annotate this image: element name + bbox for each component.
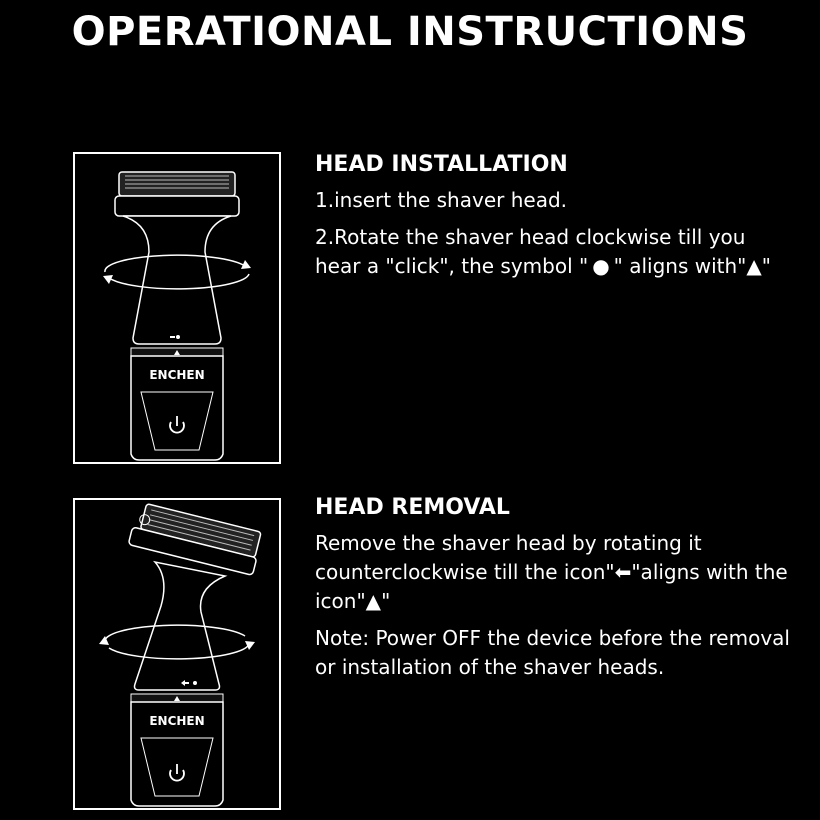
shaver-installation-drawing	[75, 154, 279, 462]
installation-step-1: 1.insert the shaver head.	[315, 188, 568, 212]
dot-symbol-icon: ●	[592, 254, 610, 278]
installation-section	[315, 150, 795, 289]
triangle-symbol-icon: ▲	[746, 254, 762, 278]
power-off-note: Note: Power OFF the device before the removal or installation of the shaver heads.	[315, 626, 790, 679]
brand-logo: ENCHEN	[149, 368, 205, 382]
installation-heading: HEAD INSTALLATION	[315, 152, 568, 177]
installation-step-2: 2.Rotate the shaver head clockwise till you hear a "click", the symbol " ● " aligns with"▲"	[315, 223, 795, 281]
removal-illustration	[73, 498, 281, 810]
triangle-symbol-icon: ▲	[365, 589, 382, 613]
page-title: OPERATIONAL INSTRUCTIONS	[71, 9, 749, 55]
installation-illustration	[73, 152, 281, 464]
removal-heading: HEAD REMOVAL	[315, 495, 510, 520]
shaver-removal-drawing	[75, 500, 279, 808]
removal-section	[315, 493, 795, 690]
removal-instructions: Remove the shaver head by rotating it counterclockwise till the icon"⬅"aligns with the icon"▲"	[315, 531, 788, 613]
brand-logo: ENCHEN	[149, 714, 205, 728]
left-arrow-symbol-icon: ⬅	[614, 560, 632, 584]
